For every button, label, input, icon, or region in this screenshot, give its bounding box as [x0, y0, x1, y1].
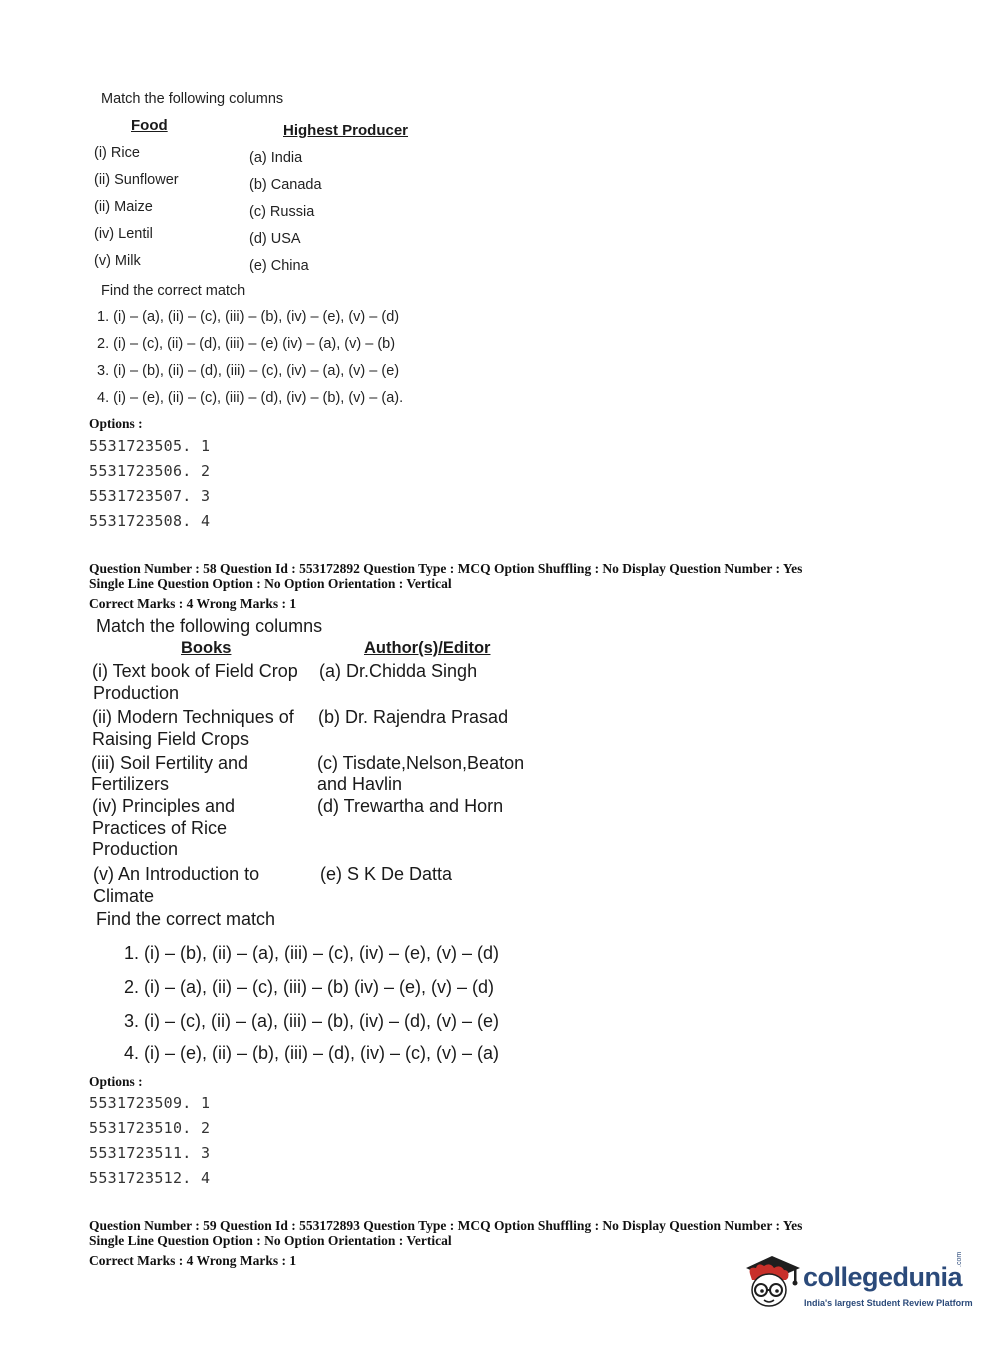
q58-left-line-8: Practices of Rice — [92, 818, 228, 838]
q58-choice-2: 2. (i) – (a), (ii) – (c), (iii) – (b) (iv) – (e), (v) – (d) — [124, 977, 495, 997]
q57-option-2: 5531723506. 2 — [89, 462, 211, 480]
q59-meta-line2: Single Line Question Option : No Option Orientation : Vertical — [89, 1233, 452, 1248]
q57-choice-4: 4. (i) – (e), (ii) – (c), (iii) – (d), (iv) – (b), (v) – (a). — [97, 390, 404, 406]
q59-meta-line1: Question Number : 59 Question Id : 553172893 Question Type : MCQ Option Shuffling : No Display Question Number : Yes — [89, 1218, 803, 1233]
q57-col2-head: Highest Producer — [283, 122, 409, 139]
logo-tagline: India's largest Student Review Platform — [804, 1298, 973, 1308]
q58-choice-4: 4. (i) – (e), (ii) – (b), (iii) – (d), (iv) – (c), (v) – (a) — [124, 1043, 500, 1063]
q58-left-line-6: Fertilizers — [91, 774, 170, 794]
q58-meta-line2: Single Line Question Option : No Option Orientation : Vertical — [89, 576, 452, 591]
q58-left-line-1: (i) Text book of Field Crop — [92, 661, 298, 681]
q58-left-line-2: Production — [93, 683, 180, 703]
q58-left-line-3: (ii) Modern Techniques of — [92, 707, 294, 727]
q58-option-3: 5531723511. 3 — [89, 1144, 211, 1162]
q57-left-5: (v) Milk — [94, 253, 141, 269]
q57-col1-head: Food — [131, 117, 168, 134]
q58-right-line-6: (e) S K De Datta — [320, 864, 453, 884]
q58-choice-1: 1. (i) – (b), (ii) – (a), (iii) – (c), (iv) – (e), (v) – (d) — [124, 943, 500, 963]
q57-right-2: (b) Canada — [249, 177, 322, 193]
q57-option-1: 5531723505. 1 — [89, 437, 211, 455]
q58-right-line-2: (b) Dr. Rajendra Prasad — [318, 707, 509, 727]
q58-options-label: Options : — [89, 1074, 143, 1089]
q57-choice-1: 1. (i) – (a), (ii) – (c), (iii) – (b), (iv) – (e), (v) – (d) — [97, 309, 400, 325]
q58-right-line-4: and Havlin — [317, 774, 403, 794]
logo-suffix: .com — [956, 1251, 963, 1267]
q58-option-1: 5531723509. 1 — [89, 1094, 211, 1112]
q57-choice-2: 2. (i) – (c), (ii) – (d), (iii) – (e) (iv) – (a), (v) – (b) — [97, 336, 396, 352]
q57-option-4: 5531723508. 4 — [89, 512, 211, 530]
q58-right-line-5: (d) Trewartha and Horn — [317, 796, 504, 816]
q58-left-line-4: Raising Field Crops — [92, 729, 250, 749]
q58-choice-3: 3. (i) – (c), (ii) – (a), (iii) – (b), (iv) – (d), (v) – (e) — [124, 1011, 500, 1031]
q57-choice-3: 3. (i) – (b), (ii) – (d), (iii) – (c), (iv) – (a), (v) – (e) — [97, 363, 400, 379]
q58-left-line-5: (iii) Soil Fertility and — [91, 753, 249, 773]
q57-left-1: (i) Rice — [94, 145, 140, 161]
q57-left-2: (ii) Sunflower — [94, 172, 179, 188]
q57-right-1: (a) India — [249, 150, 303, 166]
q57-left-4: (iv) Lentil — [94, 226, 153, 242]
q58-right-line-1: (a) Dr.Chidda Singh — [319, 661, 478, 681]
q58-marks: Correct Marks : 4 Wrong Marks : 1 — [89, 596, 297, 611]
logo-name: collegedunia — [803, 1262, 963, 1292]
q58-left-line-11: Climate — [93, 886, 155, 906]
q57-option-3: 5531723507. 3 — [89, 487, 211, 505]
q57-right-5: (e) China — [249, 258, 309, 274]
q58-find: Find the correct match — [96, 909, 276, 929]
q58-left-line-9: Production — [92, 839, 179, 859]
q58-meta-line1: Question Number : 58 Question Id : 553172892 Question Type : MCQ Option Shuffling : No Display Question Number : Yes — [89, 561, 803, 576]
q59-marks: Correct Marks : 4 Wrong Marks : 1 — [89, 1253, 297, 1268]
q58-left-line-7: (iv) Principles and — [92, 796, 236, 816]
q58-col2-head: Author(s)/Editor — [364, 639, 491, 657]
q57-options-label: Options : — [89, 416, 143, 431]
q57-find: Find the correct match — [101, 283, 246, 299]
q58-intro: Match the following columns — [96, 616, 323, 636]
q58-right-line-3: (c) Tisdate,Nelson,Beaton — [317, 753, 525, 773]
q57-right-3: (c) Russia — [249, 204, 315, 220]
q58-option-4: 5531723512. 4 — [89, 1169, 211, 1187]
collegedunia-mascot-icon — [742, 1250, 802, 1314]
q57-left-3: (ii) Maize — [94, 199, 153, 215]
q57-intro: Match the following columns — [101, 91, 284, 107]
q58-option-2: 5531723510. 2 — [89, 1119, 211, 1137]
q58-col1-head: Books — [181, 639, 232, 657]
q58-left-line-10: (v) An Introduction to — [93, 864, 260, 884]
q57-right-4: (d) USA — [249, 231, 301, 247]
